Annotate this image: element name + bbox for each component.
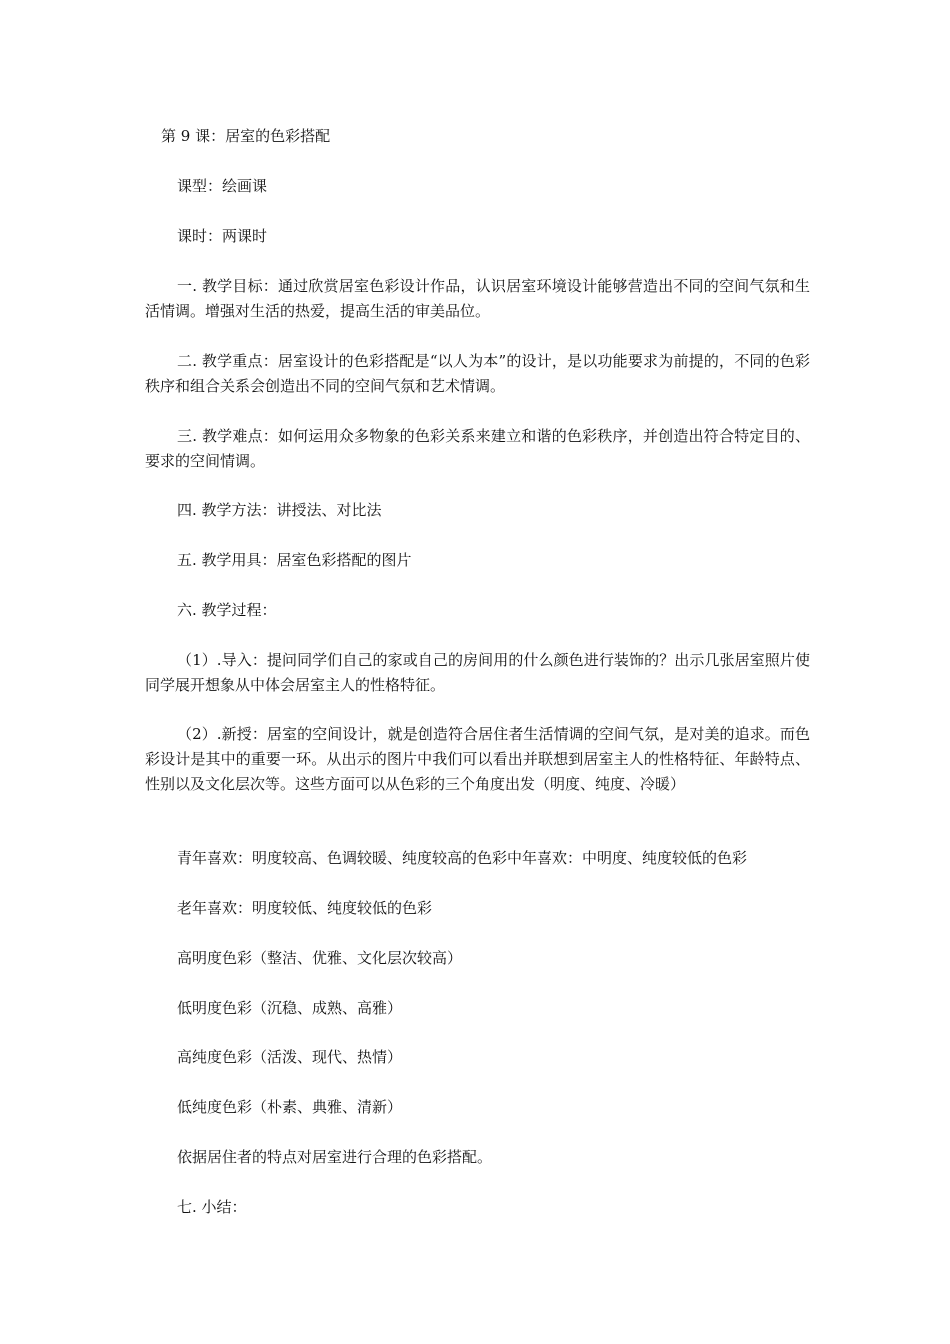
process-new-lesson: （2）.新授：居室的空间设计，就是创造符合居住者生活情调的空间气氛，是对美的追求。而色彩设计是其中的重要一环。从出示的图片中我们可以看出并联想到居室主人的性格特征、年龄特点、性别以及文化层次等。这些方面可以从色彩的三个角度出发（明度、纯度、冷暖） — [145, 725, 810, 793]
lesson-type: 课型：绘画课 — [177, 177, 268, 195]
teaching-goal: 一. 教学目标：通过欣赏居室色彩设计作品，认识居室环境设计能够营造出不同的空间气氛和生活情调。增强对生活的热爱，提高生活的审美品位。 — [145, 277, 810, 320]
teaching-difficulty: 三. 教学难点：如何运用众多物象的色彩关系来建立和谐的色彩秩序，并创造出符合特定目的、要求的空间情调。 — [145, 427, 810, 470]
teaching-tools: 五. 教学用具：居室色彩搭配的图片 — [177, 551, 412, 569]
low-brightness-colors: 低明度色彩（沉稳、成熟、高雅） — [177, 999, 403, 1017]
lesson-duration: 课时：两课时 — [177, 227, 268, 245]
elder-preference: 老年喜欢：明度较低、纯度较低的色彩 — [177, 899, 433, 917]
teaching-method: 四. 教学方法：讲授法、对比法 — [177, 501, 382, 519]
color-matching-advice: 依据居住者的特点对居室进行合理的色彩搭配。 — [177, 1148, 493, 1166]
high-brightness-colors: 高明度色彩（整洁、优雅、文化层次较高） — [177, 949, 463, 967]
low-saturation-colors: 低纯度色彩（朴素、典雅、清新） — [177, 1098, 403, 1116]
youth-preference: 青年喜欢：明度较高、色调较暖、纯度较高的色彩中年喜欢：中明度、纯度较低的色彩 — [177, 849, 748, 867]
high-saturation-colors: 高纯度色彩（活泼、现代、热情） — [177, 1048, 403, 1066]
teaching-focus: 二. 教学重点：居室设计的色彩搭配是“以人为本”的设计，是以功能要求为前提的，不同的色彩秩序和组合关系会创造出不同的空间气氛和艺术情调。 — [145, 352, 810, 395]
summary-heading: 七. 小结： — [177, 1198, 247, 1216]
lesson-title: 第 9 课：居室的色彩搭配 — [161, 127, 331, 145]
process-introduction: （1）.导入：提问同学们自己的家或自己的房间用的什么颜色进行装饰的？出示几张居室照片使同学展开想象从中体会居室主人的性格特征。 — [145, 651, 810, 694]
teaching-process-heading: 六. 教学过程： — [177, 601, 277, 619]
